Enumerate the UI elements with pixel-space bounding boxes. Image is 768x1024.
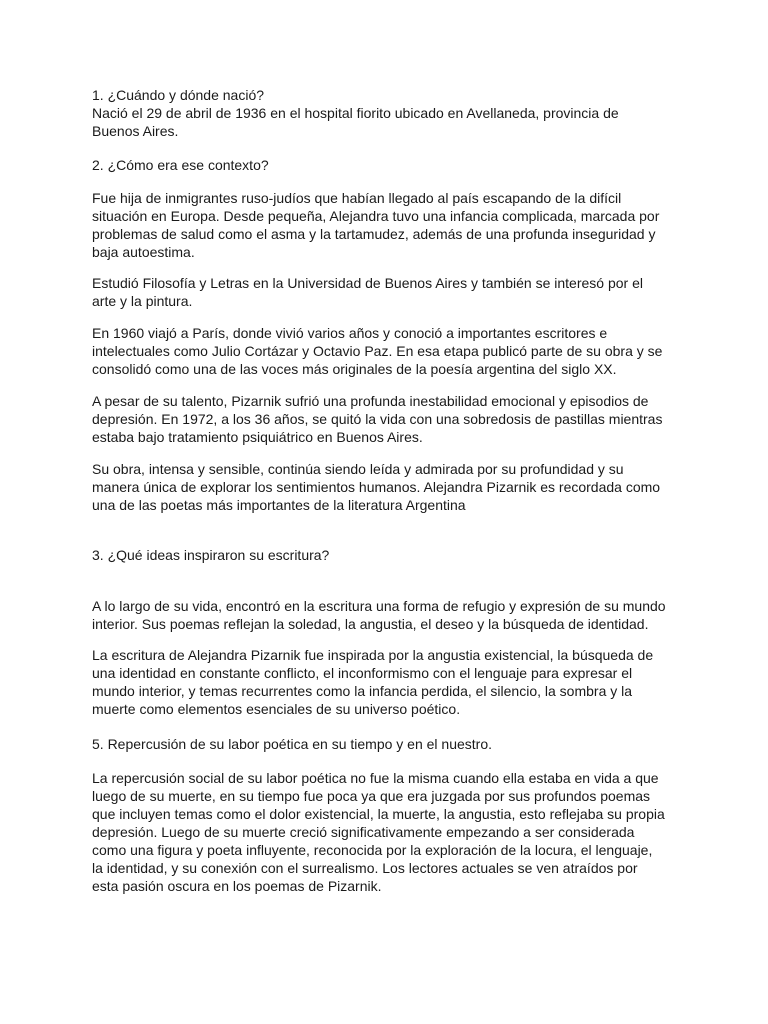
- question-2: 2. ¿Cómo era ese contexto?: [92, 157, 269, 173]
- paragraph-line: interior. Sus poemas reflejan la soledad, la angustia, el deseo y la búsqueda de identidad.: [92, 616, 649, 632]
- paragraph: [92, 392, 687, 446]
- paragraph-line: En 1960 viajó a París, donde vivió varios años y conoció a importantes escritores e: [92, 325, 608, 341]
- paragraph-line: consolidó como una de las voces más originales de la poesía argentina del siglo XX.: [92, 361, 617, 377]
- paragraph: [92, 597, 687, 633]
- section-1: [92, 86, 687, 140]
- paragraph-line: manera única de explorar los sentimientos humanos. Alejandra Pizarnik es recordada como: [92, 479, 661, 495]
- paragraph: [92, 460, 687, 514]
- paragraph-line: depresión. Luego de su muerte creció significativamente empezando a ser considerada: [92, 824, 635, 840]
- question-5: 5. Repercusión de su labor poética en su tiempo y en el nuestro.: [92, 736, 493, 752]
- section-3-heading: [92, 546, 687, 564]
- paragraph-line: una identidad en constante conflicto, el inconformismo con el lenguaje para expresar el: [92, 665, 633, 681]
- paragraph: [92, 769, 687, 895]
- paragraph: [92, 189, 687, 261]
- question-3: 3. ¿Qué ideas inspiraron su escritura?: [92, 547, 330, 563]
- paragraph-line: que incluyen temas como el dolor existencial, la muerte, la angustia, esto reflejaba su propia: [92, 806, 665, 822]
- paragraph-line: situación en Europa. Desde pequeña, Alejandra tuvo una infancia complicada, marcada por: [92, 208, 660, 224]
- section-2-heading: [92, 156, 687, 174]
- paragraph-line: esta pasión oscura en los poemas de Pizarnik.: [92, 878, 382, 894]
- paragraph-line: A pesar de su talento, Pizarnik sufrió una profunda inestabilidad emocional y episodios de: [92, 393, 649, 409]
- paragraph-line: mundo interior, y temas recurrentes como la infancia perdida, el silencio, la sombra y la: [92, 683, 633, 699]
- paragraph-line: La escritura de Alejandra Pizarnik fue inspirada por la angustia existencial, la búsqueda de: [92, 647, 654, 663]
- paragraph-line: baja autoestima.: [92, 244, 195, 260]
- paragraph-line: depresión. En 1972, a los 36 años, se quitó la vida con una sobredosis de pastillas mientras: [92, 411, 663, 427]
- paragraph-line: Su obra, intensa y sensible, continúa siendo leída y admirada por su profundidad y su: [92, 461, 624, 477]
- section-5-heading: [92, 735, 687, 753]
- paragraph-line: Estudió Filosofía y Letras en la Universidad de Buenos Aires y también se interesó por el: [92, 275, 643, 291]
- paragraph-line: muerte como elementos esenciales de su universo poético.: [92, 701, 461, 717]
- paragraph-line: arte y la pintura.: [92, 293, 193, 309]
- paragraph-line: luego de su muerte, en su tiempo fue poca ya que era juzgada por sus profundos poemas: [92, 788, 651, 804]
- paragraph-line: problemas de salud como el asma y la tartamudez, además de una profunda inseguridad y: [92, 226, 656, 242]
- paragraph-line: A lo largo de su vida, encontró en la escritura una forma de refugio y expresión de su mundo: [92, 598, 666, 614]
- paragraph: [92, 274, 687, 310]
- paragraph-line: Fue hija de inmigrantes ruso-judíos que habían llegado al país escapando de la difícil: [92, 190, 622, 206]
- answer-1-line: Buenos Aires.: [92, 123, 179, 139]
- paragraph-line: una de las poetas más importantes de la literatura Argentina: [92, 497, 466, 513]
- paragraph: [92, 324, 687, 378]
- paragraph-line: estaba bajo tratamiento psiquiátrico en Buenos Aires.: [92, 429, 423, 445]
- paragraph-line: intelectuales como Julio Cortázar y Octavio Paz. En esa etapa publicó parte de su obra y se: [92, 343, 663, 359]
- paragraph-line: La repercusión social de su labor poética no fue la misma cuando ella estaba en vida a que: [92, 770, 659, 786]
- question-1: 1. ¿Cuándo y dónde nació?: [92, 87, 265, 103]
- paragraph-line: como una figura y poeta influyente, reconocida por la exploración de la locura, el lenguaje,: [92, 842, 653, 858]
- answer-1-line: Nació el 29 de abril de 1936 en el hospital fiorito ubicado en Avellaneda, provincia de: [92, 105, 619, 121]
- paragraph-line: la identidad, y su conexión con el surrealismo. Los lectores actuales se ven atraídos por: [92, 860, 638, 876]
- paragraph: [92, 646, 687, 718]
